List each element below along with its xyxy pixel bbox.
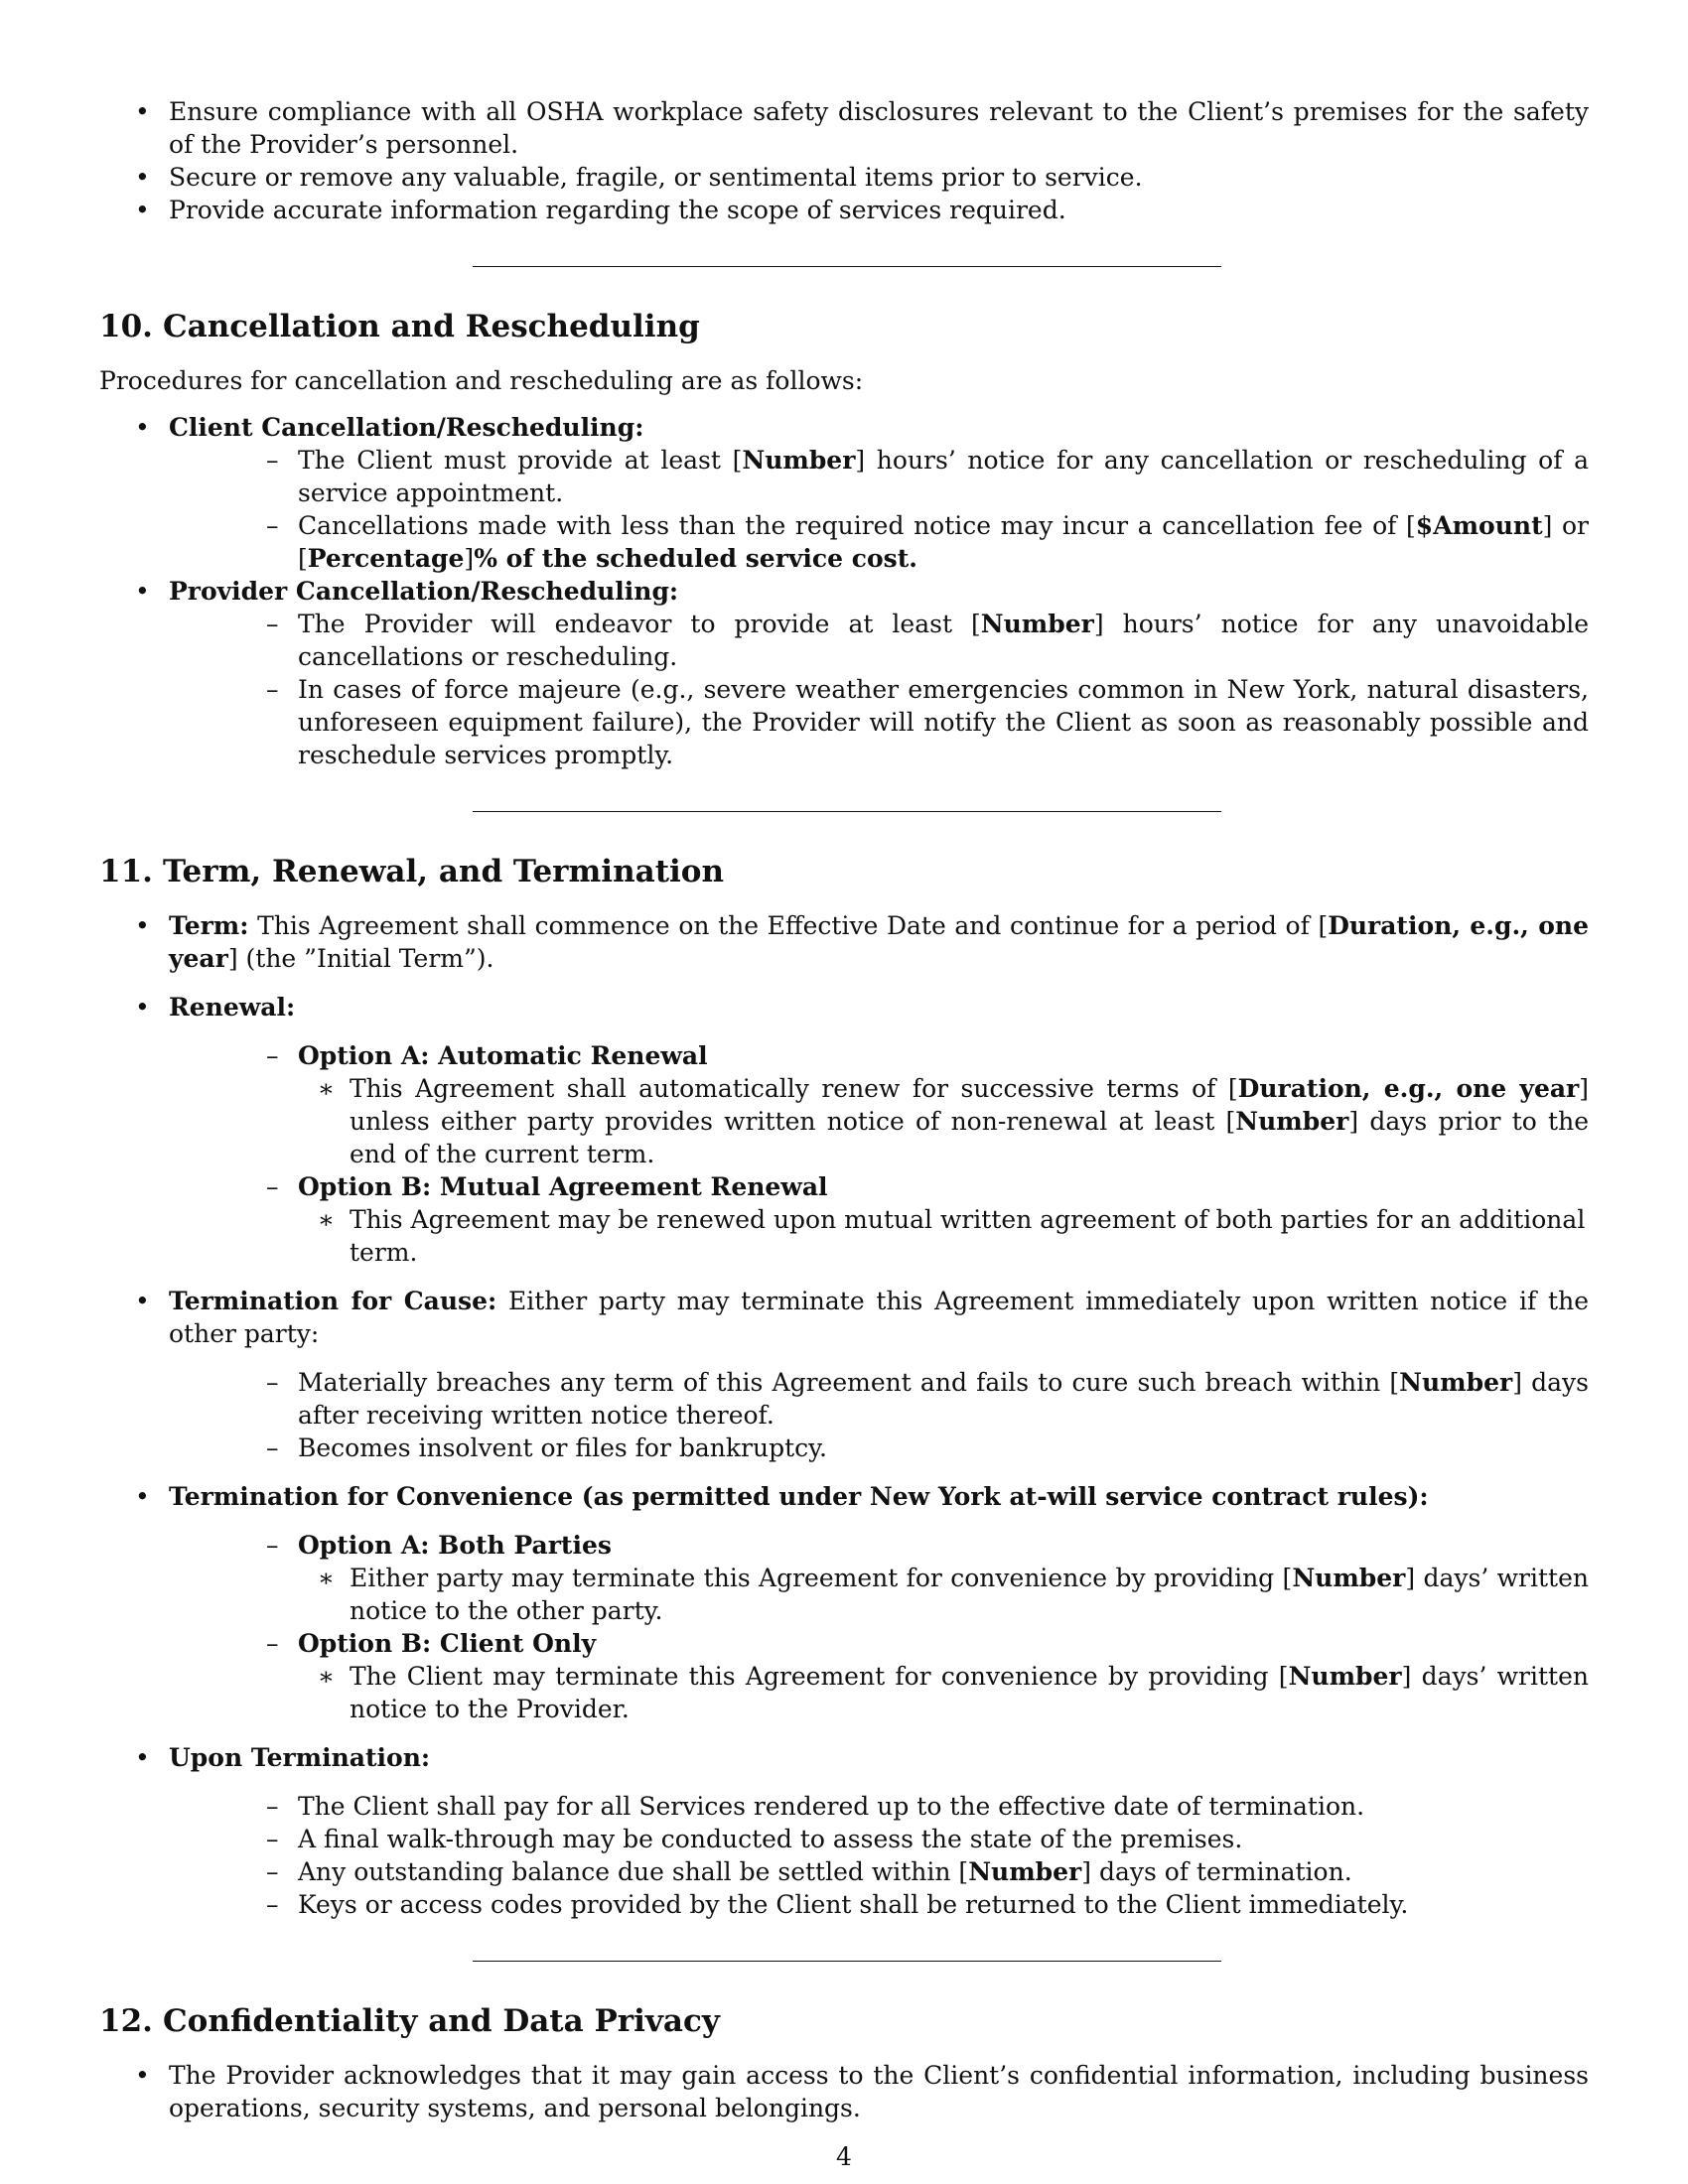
list-item: • Provide accurate information regarding the scope of services required. xyxy=(99,194,1589,226)
section-heading-11: 11. Term, Renewal, and Termination xyxy=(99,854,725,889)
list-item: – The Provider will endeavor to provide at least [Number] hours’ notice for any unavoidable cancellations or rescheduling. xyxy=(169,608,1589,673)
list-item: • Term: This Agreement shall commence on the Effective Date and continue for a period of [Duration, e.g., one year] (the ”Initial Term”). xyxy=(99,909,1589,975)
list-item: – In cases of force majeure (e.g., severe weather emergencies common in New York, natural disasters, unforeseen equipment failure), the Provider will notify the Client as soon as reasonably possible and reschedule services promptly. xyxy=(169,673,1589,771)
list-item: • The Provider acknowledges that it may gain access to the Client’s confidential information, including business operations, security systems, and personal belongings. xyxy=(99,2059,1589,2124)
list-item: • Ensure compliance with all OSHA workplace safety disclosures relevant to the Client’s premises for the safety of the Provider’s personnel. xyxy=(99,95,1589,161)
list-item: – Option A: Both Parties ∗ Either party may terminate this Agreement for convenience by providing [Number] days’ written notice to the other party. xyxy=(169,1529,1589,1627)
section-heading-12: 12. Confidentiality and Data Privacy xyxy=(99,2003,720,2039)
confidentiality-list xyxy=(99,2059,1589,2124)
list-item: – The Client shall pay for all Services rendered up to the effective date of termination. xyxy=(169,1790,1589,1823)
list-item: – Option A: Automatic Renewal ∗ This Agreement shall automatically renew for successive terms of [Duration, e.g., one year] unless either party provides written notice of non-renewal at least [Number] days prior to the end of the current term. xyxy=(169,1039,1589,1170)
list-item: • Client Cancellation/Rescheduling: – The Client must provide at least [Number] hours’ notice for any cancellation or rescheduling of a service appointment. – Cancellations made with less than the required notice may incur a cancellation fee of [$Amount] or [Percentage]% of the scheduled service cost. xyxy=(99,411,1589,575)
section-lead: Procedures for cancellation and rescheduling are as follows: xyxy=(99,366,864,395)
term-list xyxy=(99,909,1589,1921)
section-divider xyxy=(473,1961,1221,1962)
page-number: 4 xyxy=(836,2142,852,2171)
section-heading-10: 10. Cancellation and Rescheduling xyxy=(99,309,700,344)
list-item: – Option B: Client Only ∗ The Client may terminate this Agreement for convenience by providing [Number] days’ written notice to the Provider. xyxy=(169,1627,1589,1725)
intro-list xyxy=(99,95,1589,226)
document-page xyxy=(99,95,1589,2124)
list-item: ∗ Either party may terminate this Agreement for convenience by providing [Number] days’ written notice to the other party. xyxy=(298,1562,1589,1627)
list-item: ∗ The Client may terminate this Agreement for convenience by providing [Number] days’ written notice to the Provider. xyxy=(298,1660,1589,1725)
section-divider xyxy=(473,811,1221,812)
list-item: • Provider Cancellation/Rescheduling: – The Provider will endeavor to provide at least [Number] hours’ notice for any unavoidable cancellations or rescheduling. – In cases of force majeure (e.g., severe weather emergencies common in New York, natural disasters, unforeseen equipment failure), the Provider will notify the Client as soon as reasonably possible and reschedule services promptly. xyxy=(99,575,1589,771)
list-item: – Keys or access codes provided by the Client shall be returned to the Client immediately. xyxy=(169,1888,1589,1921)
list-item: – Materially breaches any term of this Agreement and fails to cure such breach within [Number] days after receiving written notice thereof. xyxy=(169,1366,1589,1432)
list-item: ∗ This Agreement shall automatically renew for successive terms of [Duration, e.g., one year] unless either party provides written notice of non-renewal at least [Number] days prior to the end of the current term. xyxy=(298,1072,1589,1170)
list-item: • Termination for Convenience (as permitted under New York at-will service contract rules): – Option A: Both Parties ∗ Either party may terminate this Agreement for convenience by providing [Number] days’ written notice to the other party. – Option B: Client Only ∗ The Client may terminate this Agreement for convenience by providing [Number] days’ written notice to the Provider. xyxy=(99,1480,1589,1725)
list-item: – Option B: Mutual Agreement Renewal ∗ This Agreement may be renewed upon mutual written agreement of both parties for an additional term. xyxy=(169,1170,1589,1269)
list-item: • Renewal: – Option A: Automatic Renewal ∗ This Agreement shall automatically renew for successive terms of [Duration, e.g., one year] unless either party provides written notice of non-renewal at least [Number] days prior to the end of the current term. – Option B: Mutual Agreement Renewal ∗ This Agreement may be renewed upon mutual written agreement of both parties for an additional term. xyxy=(99,991,1589,1269)
list-item: • Secure or remove any valuable, fragile, or sentimental items prior to service. xyxy=(99,161,1589,194)
list-item: – Cancellations made with less than the required notice may incur a cancellation fee of [$Amount] or [Percentage]% of the scheduled service cost. xyxy=(169,509,1589,575)
list-item: – Becomes insolvent or files for bankruptcy. xyxy=(169,1432,1589,1464)
cancellation-list xyxy=(99,411,1589,771)
list-item: ∗ This Agreement may be renewed upon mutual written agreement of both parties for an additional term. xyxy=(298,1203,1589,1269)
section-divider xyxy=(473,266,1221,267)
list-item: – A final walk-through may be conducted to assess the state of the premises. xyxy=(169,1823,1589,1855)
list-item: • Termination for Cause: Either party may terminate this Agreement immediately upon written notice if the other party: – Materially breaches any term of this Agreement and fails to cure such breach within [Number] days after receiving written notice thereof. – Becomes insolvent or files for bankruptcy. xyxy=(99,1285,1589,1464)
list-item: – The Client must provide at least [Number] hours’ notice for any cancellation or rescheduling of a service appointment. xyxy=(169,444,1589,509)
list-item: – Any outstanding balance due shall be settled within [Number] days of termination. xyxy=(169,1855,1589,1888)
list-item: • Upon Termination: – The Client shall pay for all Services rendered up to the effective date of termination. – A final walk-through may be conducted to assess the state of the premises. – Any outstanding balance due shall be settled within [Number] days of termination. – Keys or access codes provided by the Client shall be returned to the Client immediately. xyxy=(99,1741,1589,1921)
